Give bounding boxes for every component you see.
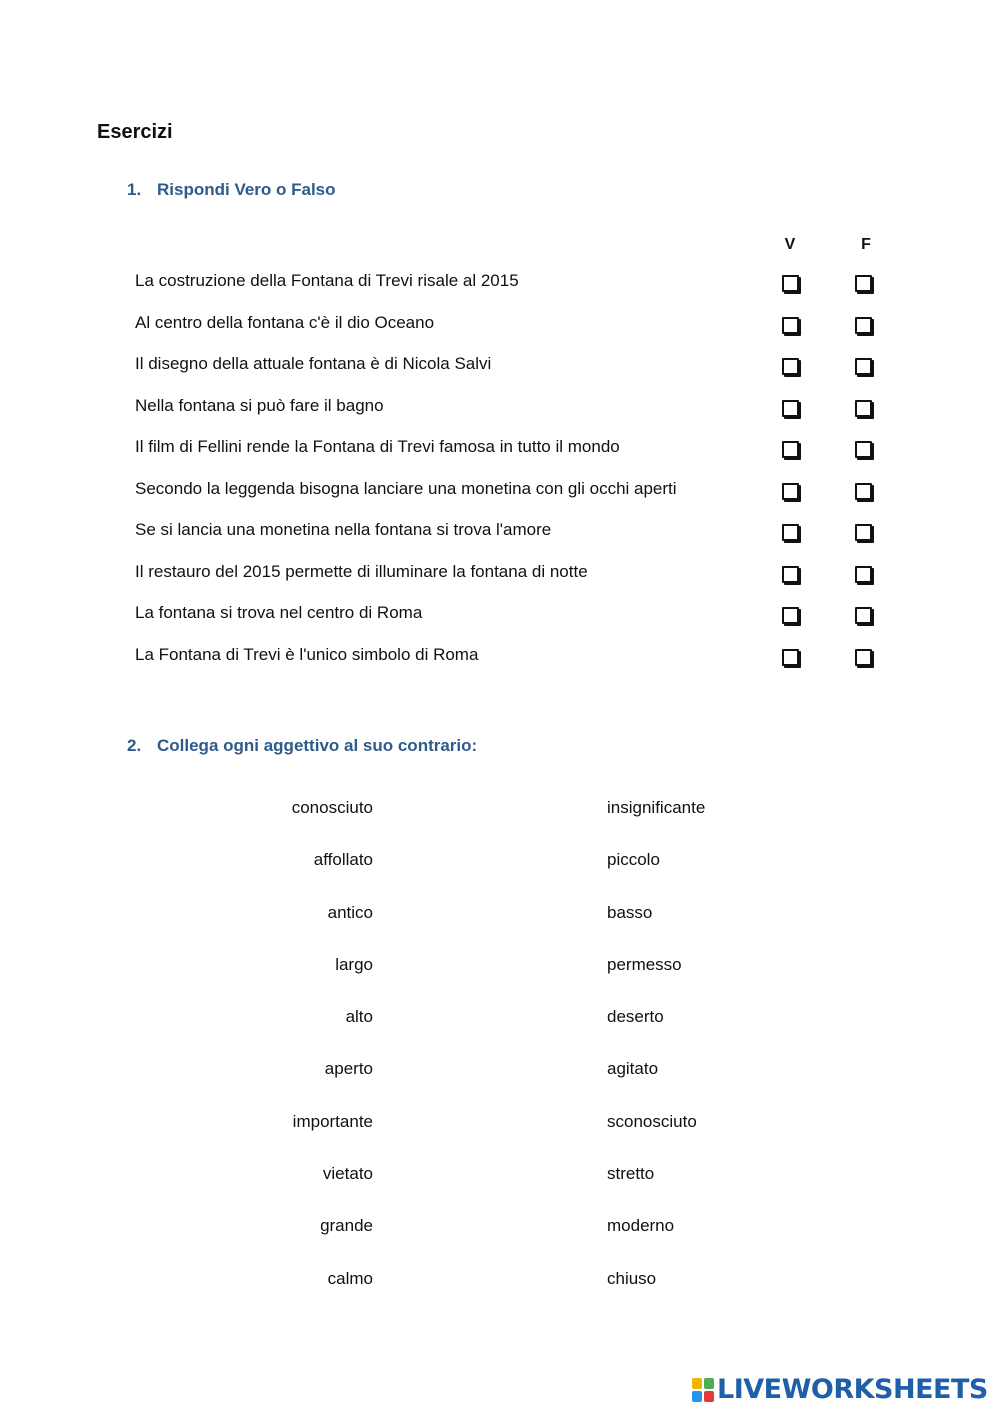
false-checkbox[interactable] — [855, 275, 872, 292]
statement-text: Secondo la leggenda bisogna lanciare una monetina con gli occhi aperti — [135, 478, 677, 498]
opposite-item[interactable]: agitato — [607, 1059, 659, 1079]
statement-text: Il disegno della attuale fontana è di Nicola Salvi — [135, 354, 492, 373]
statement-text: Nella fontana si può fare il bagno — [135, 395, 384, 415]
adjective-item[interactable]: vietato — [322, 1164, 373, 1184]
false-checkbox[interactable] — [855, 483, 872, 500]
true-false-list — [0, 262, 1000, 677]
true-false-row — [0, 636, 1000, 678]
opposite-item[interactable]: piccolo — [607, 850, 660, 870]
adjective-item[interactable]: grande — [320, 1216, 373, 1236]
statement-text: Se si lancia una monetina nella fontana si trova l'amore — [135, 520, 552, 539]
statement-text: La costruzione della Fontana di Trevi risale al 2015 — [135, 271, 519, 290]
statement-text: La Fontana di Trevi è l'unico simbolo di Roma — [135, 644, 479, 664]
section-2-title: Collega ogni aggettivo al suo contrario: — [157, 736, 478, 755]
false-checkbox[interactable] — [855, 607, 872, 624]
true-checkbox[interactable] — [782, 400, 799, 417]
opposite-item[interactable]: insignificante — [607, 798, 706, 817]
true-false-row — [0, 470, 1000, 512]
statement-text: Il film di Fellini rende la Fontana di Trevi famosa in tutto il mondo — [135, 437, 620, 456]
adjective-item[interactable]: aperto — [324, 1059, 373, 1079]
true-checkbox[interactable] — [782, 524, 799, 541]
adjective-item[interactable]: importante — [292, 1111, 373, 1131]
section-2-heading — [127, 736, 477, 756]
true-false-row — [0, 304, 1000, 346]
opposite-item[interactable]: deserto — [607, 1007, 664, 1027]
section-2-number: 2. — [127, 736, 142, 755]
section-1-number: 1. — [127, 180, 142, 199]
page-title: Esercizi — [97, 121, 173, 143]
statement-text: Al centro della fontana c'è il dio Oceano — [135, 312, 435, 332]
adjective-item[interactable]: calmo — [327, 1268, 373, 1288]
column-header-true: V — [784, 236, 796, 253]
opposite-item[interactable]: basso — [607, 902, 653, 922]
true-false-row — [0, 428, 1000, 470]
true-checkbox[interactable] — [782, 358, 799, 375]
opposite-list — [607, 796, 857, 1319]
opposite-item[interactable]: stretto — [607, 1164, 655, 1184]
statement-text: Il restauro del 2015 permette di illuminare la fontana di notte — [135, 561, 588, 581]
false-checkbox[interactable] — [855, 400, 872, 417]
true-false-row — [0, 553, 1000, 595]
column-header-false: F — [861, 236, 871, 253]
opposite-item[interactable]: sconosciuto — [607, 1111, 697, 1131]
false-checkbox[interactable] — [855, 649, 872, 666]
adjective-item[interactable]: antico — [327, 902, 373, 922]
false-checkbox[interactable] — [855, 566, 872, 583]
opposite-item[interactable]: chiuso — [607, 1268, 657, 1288]
true-false-row — [0, 345, 1000, 387]
section-1-title: Rispondi Vero o Falso — [157, 180, 336, 199]
true-checkbox[interactable] — [782, 649, 799, 666]
section-1-heading — [127, 180, 336, 200]
opposite-item[interactable]: permesso — [607, 954, 682, 974]
adjective-item[interactable]: largo — [335, 954, 373, 974]
false-checkbox[interactable] — [855, 524, 872, 541]
true-checkbox[interactable] — [782, 317, 799, 334]
adjective-item[interactable]: affollato — [313, 850, 373, 870]
statement-text: La fontana si trova nel centro di Roma — [135, 603, 423, 622]
true-false-row — [0, 511, 1000, 553]
true-false-row — [0, 262, 1000, 304]
false-checkbox[interactable] — [855, 358, 872, 375]
true-false-row — [0, 594, 1000, 636]
false-checkbox[interactable] — [855, 317, 872, 334]
adjective-item[interactable]: alto — [345, 1007, 373, 1027]
true-checkbox[interactable] — [782, 441, 799, 458]
false-checkbox[interactable] — [855, 441, 872, 458]
liveworksheets-logo-icon — [692, 1378, 714, 1402]
true-checkbox[interactable] — [782, 607, 799, 624]
liveworksheets-brand[interactable] — [692, 1374, 992, 1406]
opposite-item[interactable]: moderno — [607, 1216, 675, 1236]
adjective-item[interactable]: conosciuto — [291, 798, 373, 817]
true-checkbox[interactable] — [782, 566, 799, 583]
brand-name: LIVEWORKSHEETS — [717, 1374, 988, 1405]
true-checkbox[interactable] — [782, 483, 799, 500]
adjective-list — [200, 796, 373, 1319]
true-checkbox[interactable] — [782, 275, 799, 292]
true-false-row — [0, 387, 1000, 429]
